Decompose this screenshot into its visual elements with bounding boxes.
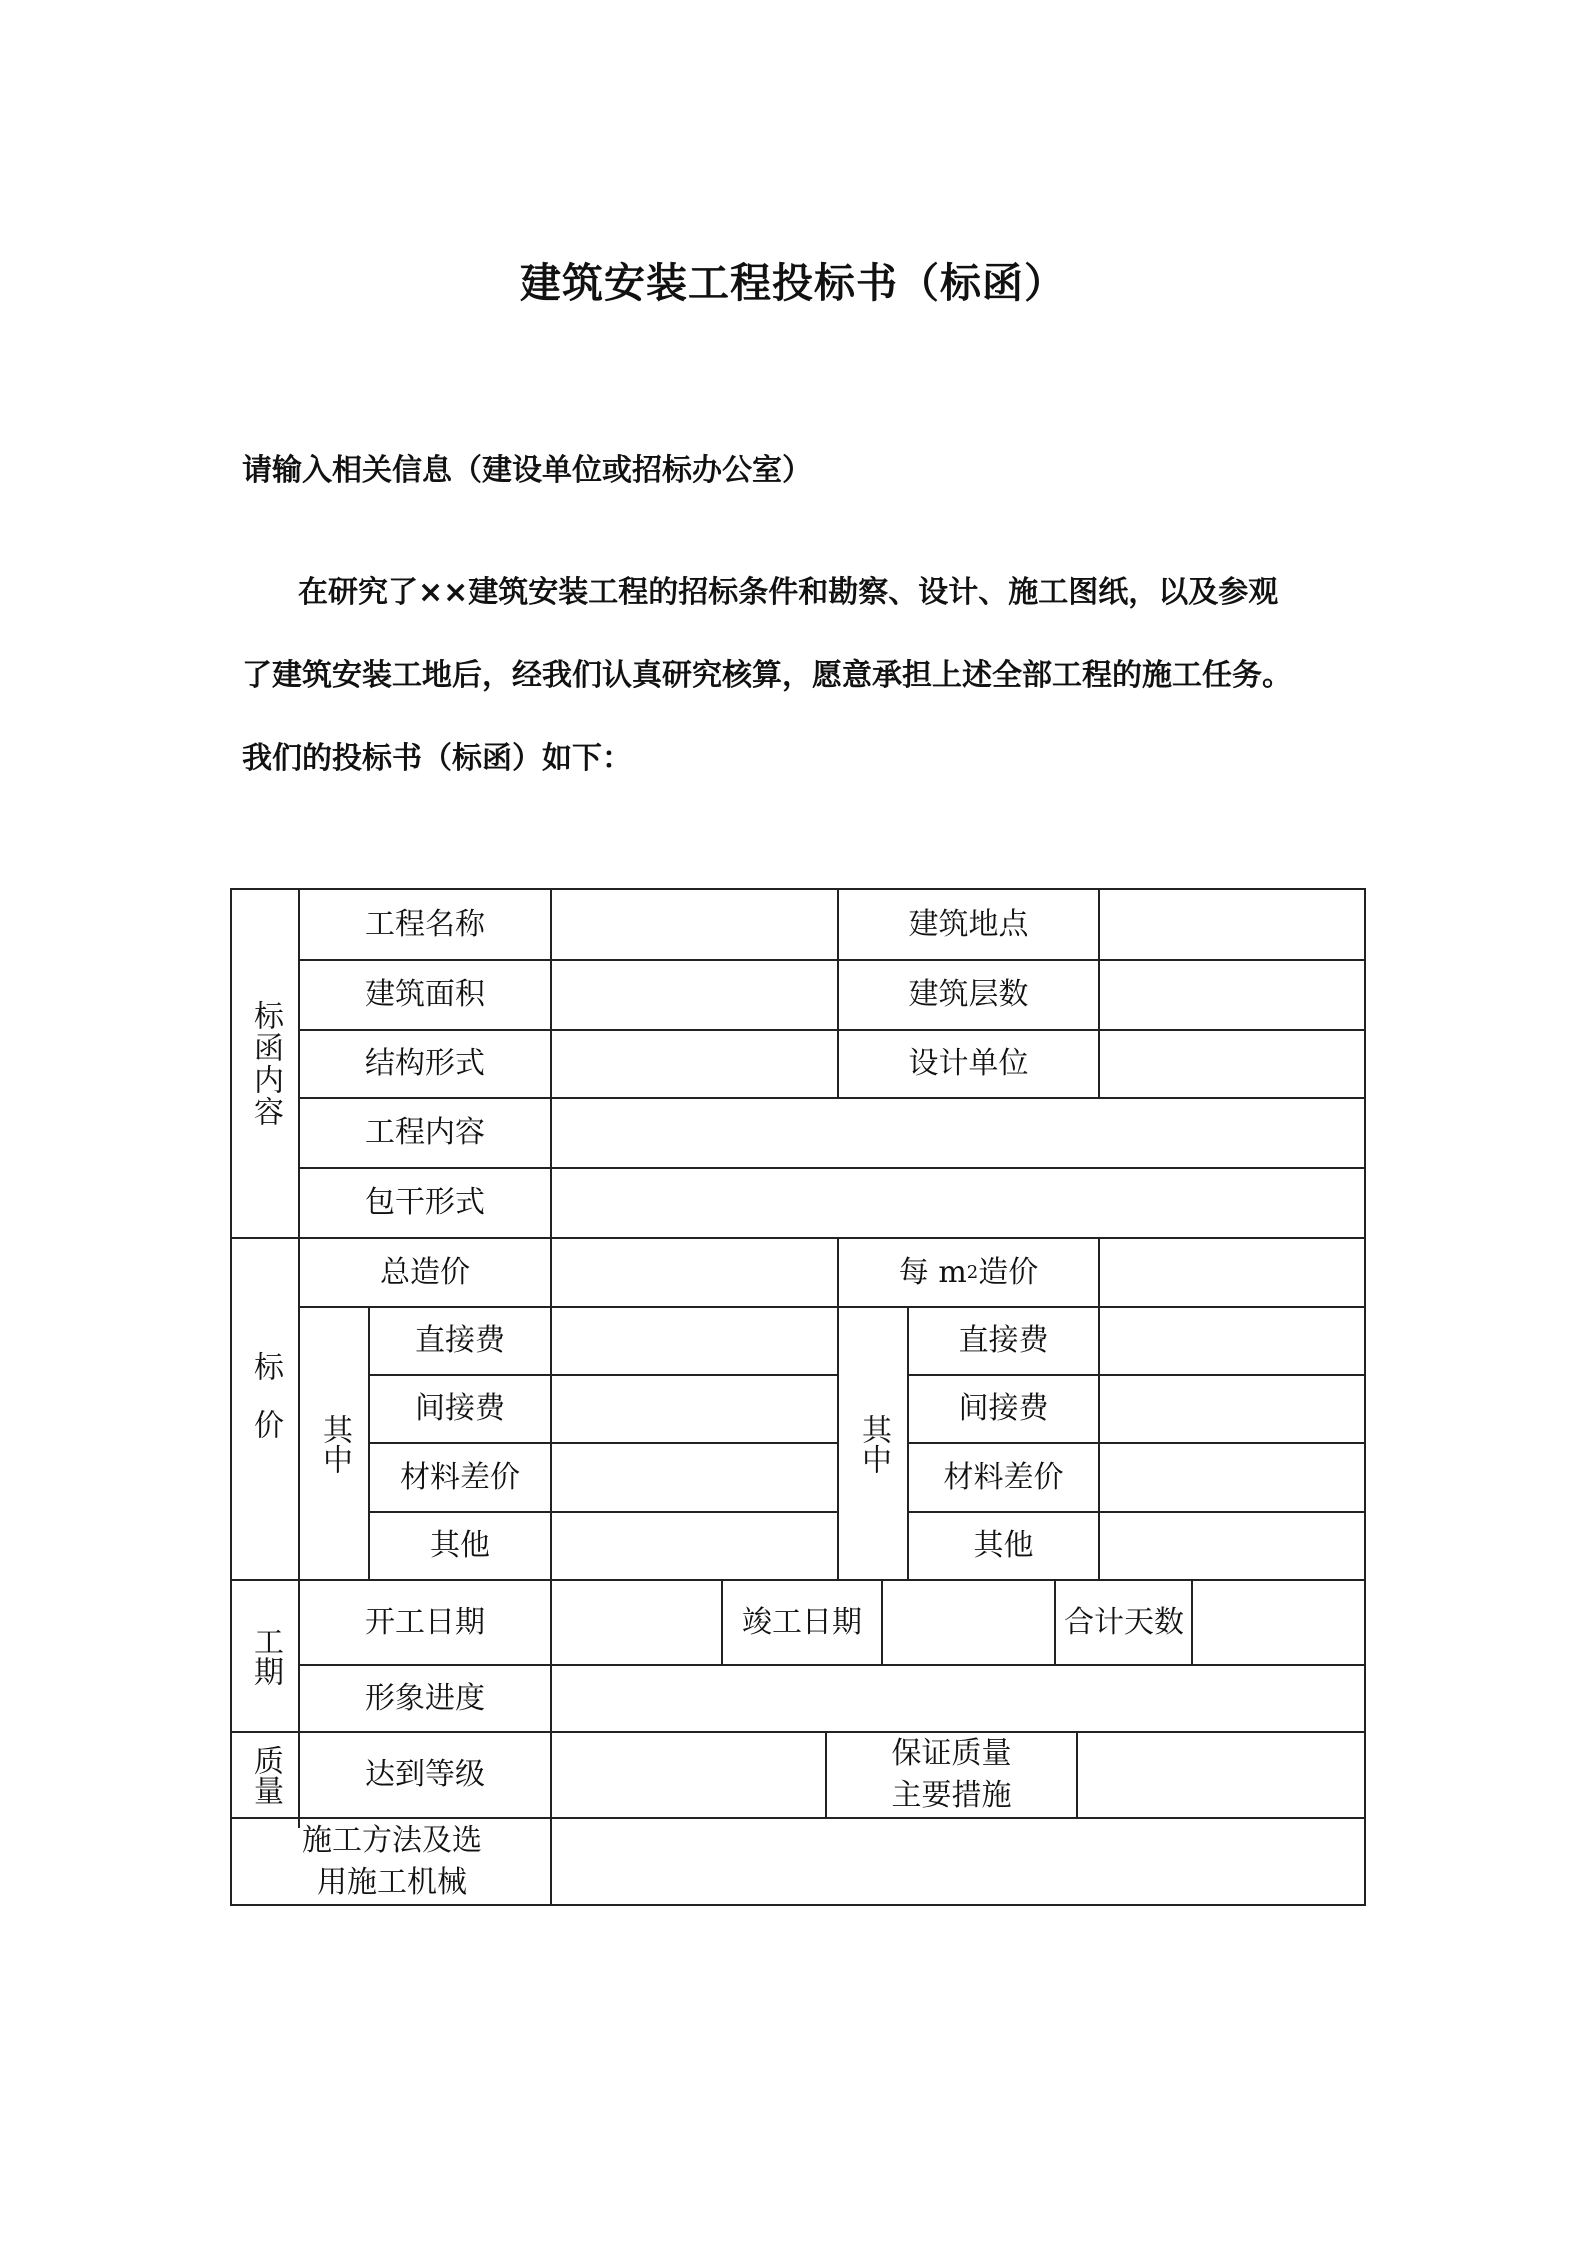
group-label-bidding-content: 标函内容	[248, 999, 283, 1128]
input-direct-cost-left[interactable]	[551, 1307, 838, 1375]
input-start-date[interactable]	[551, 1580, 722, 1665]
document-title: 建筑安装工程投标书（标函）	[520, 259, 1066, 307]
input-material-diff-right[interactable]	[1099, 1443, 1365, 1512]
label-project-content: 工程内容	[365, 1115, 485, 1150]
intro-paragraph-line-2: 了建筑安装工地后，经我们认真研究核算，愿意承担上述全部工程的施工任务。	[242, 658, 1292, 693]
input-contract-form[interactable]	[551, 1168, 1365, 1238]
label-completion-date: 竣工日期	[742, 1604, 862, 1640]
input-indirect-cost-left[interactable]	[551, 1375, 838, 1443]
label-other-left: 其他	[430, 1528, 490, 1563]
label-of-which-left: 其中	[317, 1413, 352, 1474]
input-project-name[interactable]	[551, 889, 838, 960]
input-material-diff-left[interactable]	[551, 1443, 838, 1512]
label-progress-image: 形象进度	[365, 1680, 485, 1716]
input-direct-cost-right[interactable]	[1099, 1307, 1365, 1375]
input-total-cost[interactable]	[551, 1238, 838, 1307]
label-contract-form: 包干形式	[365, 1185, 485, 1220]
input-building-floors[interactable]	[1099, 960, 1365, 1030]
label-project-name: 工程名称	[365, 906, 485, 942]
label-material-diff-right: 材料差价	[943, 1459, 1064, 1495]
label-direct-cost-left: 直接费	[415, 1323, 505, 1358]
input-other-left[interactable]	[551, 1512, 838, 1580]
group-label-bid-price: 标价	[248, 1351, 283, 1467]
label-indirect-cost-right: 间接费	[958, 1391, 1049, 1426]
label-structure-form: 结构形式	[365, 1046, 485, 1081]
input-project-content[interactable]	[551, 1098, 1365, 1168]
input-other-right[interactable]	[1099, 1512, 1365, 1580]
input-indirect-cost-right[interactable]	[1099, 1375, 1365, 1443]
input-completion-date[interactable]	[882, 1580, 1055, 1665]
input-total-days[interactable]	[1192, 1580, 1365, 1665]
label-material-diff-left: 材料差价	[400, 1459, 520, 1495]
label-other-right: 其他	[973, 1528, 1034, 1563]
group-label-duration: 工期	[248, 1626, 283, 1686]
label-grade-achieved: 达到等级	[365, 1757, 485, 1792]
input-building-site[interactable]	[1099, 889, 1365, 960]
intro-paragraph-line-3: 我们的投标书（标函）如下：	[242, 741, 632, 776]
label-quality-measures: 保证质量主要措施	[891, 1736, 1012, 1813]
label-start-date: 开工日期	[365, 1604, 485, 1640]
recipient-line: 请输入相关信息（建设单位或招标办公室）	[242, 453, 812, 488]
label-building-floors: 建筑层数	[908, 977, 1029, 1012]
group-label-quality: 质量	[248, 1745, 283, 1805]
label-direct-cost-right: 直接费	[958, 1323, 1049, 1358]
input-grade-achieved[interactable]	[551, 1732, 826, 1818]
input-construction-method[interactable]	[551, 1818, 1365, 1905]
label-of-which-right: 其中	[856, 1413, 891, 1474]
label-total-days: 合计天数	[1064, 1604, 1184, 1640]
label-cost-per-sqm: 每 m 2 造价	[898, 1254, 1039, 1290]
input-design-unit[interactable]	[1099, 1030, 1365, 1098]
input-cost-per-sqm[interactable]	[1099, 1238, 1365, 1307]
input-progress-image[interactable]	[551, 1665, 1365, 1732]
label-design-unit: 设计单位	[908, 1046, 1029, 1081]
input-structure-form[interactable]	[551, 1030, 838, 1098]
label-total-cost: 总造价	[380, 1254, 470, 1290]
intro-paragraph-line-1: 在研究了××建筑安装工程的招标条件和勘察、设计、施工图纸，以及参观	[298, 575, 1279, 610]
label-construction-method: 施工方法及选用施工机械	[302, 1822, 482, 1900]
label-building-site: 建筑地点	[908, 906, 1029, 942]
label-indirect-cost-left: 间接费	[415, 1391, 505, 1426]
label-building-area: 建筑面积	[365, 977, 485, 1012]
input-quality-measures[interactable]	[1077, 1732, 1365, 1818]
input-building-area[interactable]	[551, 960, 838, 1030]
